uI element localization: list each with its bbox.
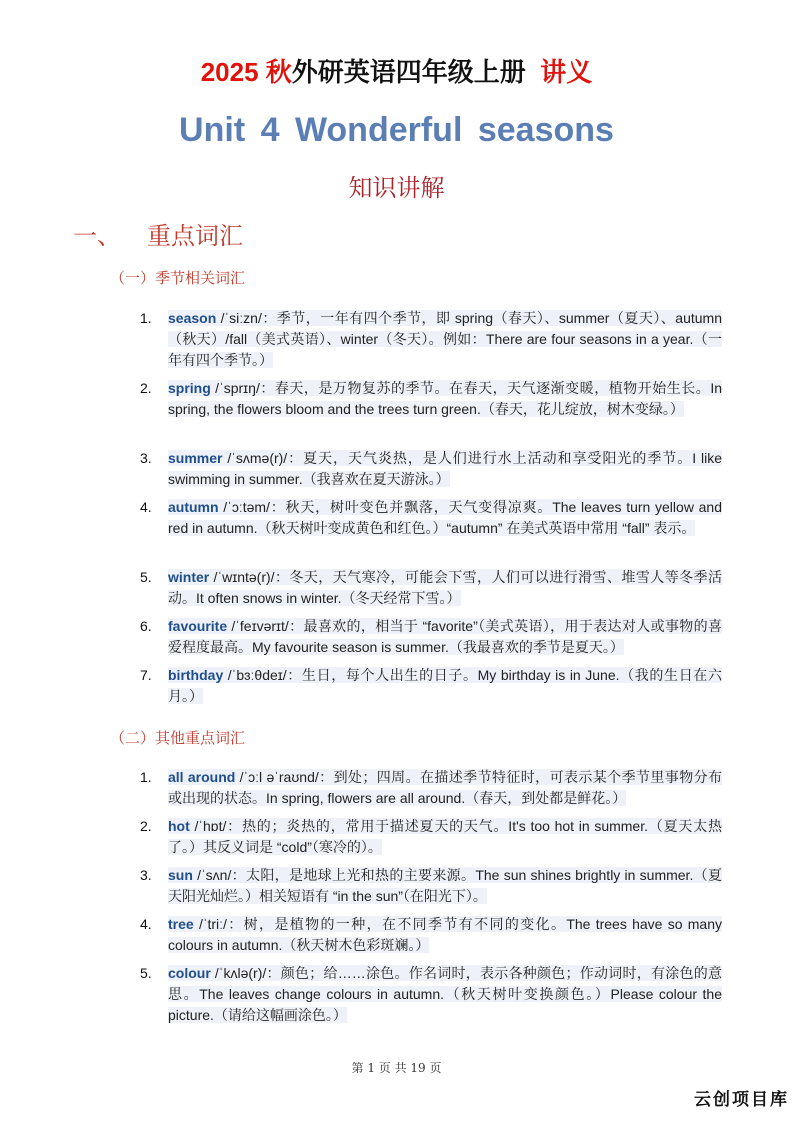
vocab-definition: /ˈfeɪvərɪt/：最喜欢的，相当于 “favorite”（美式英语），用于表达对人或事物的喜爱程度最高。My favourite season is summer.（我最喜欢的季节是夏天。） [168,618,722,655]
vocab-word: summer [168,450,223,466]
vocab-definition: /ˈtriː/：树，是植物的一种，在不同季节有不同的变化。The trees have so many colours in autumn.（秋天树木色彩斑斓。） [168,916,722,953]
vocab-word: all around [168,769,236,785]
group1-list [140,308,722,707]
list-item: 5. colour /ˈkʌlə(r)/：颜色；给……涂色。作名词时，表示各种颜色；作动词时，有涂色的意思。The leaves change colours in autumn.（秋天树叶变换颜色。）Please colour the picture.（请给这幅画涂色。） [140,965,722,1023]
vocab-definition: /ˈɔːl əˈraʊnd/：到处；四周。在描述季节特征时，可表示某个季节里事物分布或出现的状态。In spring, flowers are all around.（春天，到处都是鲜花。） [168,769,722,806]
list-item: 1. season /ˈsiːzn/：季节，一年有四个季节，即 spring（春天）、summer（夏天）、autumn（秋天）/fall（美式英语）、winter（冬天）。例如：There are four seasons in a year.（一年有四个季节。） [140,310,722,368]
section-heading [73,220,243,252]
list-item: 4. tree /ˈtriː/：树，是植物的一种，在不同季节有不同的变化。The trees have so many colours in autumn.（秋天树木色彩斑斓。） [140,916,722,953]
document-title [0,54,793,90]
title-textbook: 外研英语四年级上册 [291,57,526,87]
vocab-word: winter [168,569,210,585]
vocab-word: sun [168,867,193,883]
list-item: 7. birthday /ˈbɜːθdeɪ/：生日，每个人出生的日子。My birthday is in June.（我的生日在六月。） [140,667,722,704]
list-item: 2. spring /ˈsprɪŋ/：春天，是万物复苏的季节。在春天，天气逐渐变暖，植物开始生长。In spring, the flowers bloom and the trees turn green.（春天，花儿绽放，树木变绿。） [140,380,722,417]
title-year-season: 2025 秋 [200,57,292,87]
list-item: 4. autumn /ˈɔːtəm/：秋天，树叶变色并飘落，天气变得凉爽。The leaves turn yellow and red in autumn.（秋天树叶变成黄色和红色。）“autumn” 在美式英语中常用 “fall” 表示。 [140,499,722,536]
unit-title: Unit 4 Wonderful seasons [179,111,614,149]
list-item: 3. sun /ˈsʌn/：太阳，是地球上光和热的主要来源。The sun shines brightly in summer.（夏天阳光灿烂。）相关短语有 “in the sun”（在阳光下）。 [140,867,722,904]
page-number: 第 1 页 共 19 页 [351,1061,442,1075]
vocab-definition: /ˈsprɪŋ/：春天，是万物复苏的季节。在春天，天气逐渐变暖，植物开始生长。In spring, the flowers bloom and the trees turn green.（春天，花儿绽放，树木变绿。） [168,380,722,417]
list-item: 3. summer /ˈsʌmə(r)/：夏天，天气炎热，是人们进行水上活动和享受阳光的季节。I like swimming in summer.（我喜欢在夏天游泳。） [140,450,722,487]
vocab-word: birthday [168,667,224,683]
vocab-word: autumn [168,499,219,515]
vocab-word: hot [168,818,190,834]
title-handout: 讲义 [540,57,593,87]
vocab-word: favourite [168,618,228,634]
vocab-definition: /ˈkʌlə(r)/：颜色；给……涂色。作名词时，表示各种颜色；作动词时，有涂色的意思。The leaves change colours in autumn.（秋天树叶变换颜色。）Please colour the picture.（请给这幅画涂色。） [168,965,722,1023]
group1-heading: （一）季节相关词汇 [110,270,246,287]
vocab-definition: /ˈsʌmə(r)/：夏天，天气炎热，是人们进行水上活动和享受阳光的季节。I like swimming in summer.（我喜欢在夏天游泳。） [168,450,722,487]
vocab-definition: /ˈhɒt/：热的；炎热的，常用于描述夏天的天气。It's too hot in summer.（夏天太热了。）其反义词是 “cold”（寒冷的）。 [168,818,722,855]
section-number: 一、 [73,222,121,250]
vocab-word: spring [168,380,211,396]
list-item: 5. winter /ˈwɪntə(r)/：冬天，天气寒冷，可能会下雪，人们可以进行滑雪、堆雪人等冬季活动。It often snows in winter.（冬天经常下雪。） [140,569,722,606]
vocab-word: tree [168,916,194,932]
vocab-definition: /ˈɔːtəm/：秋天，树叶变色并飘落，天气变得凉爽。The leaves turn yellow and red in autumn.（秋天树叶变成黄色和红色。）“autumn” 在美式英语中常用 “fall” 表示。 [168,499,722,536]
vocab-definition: /ˈbɜːθdeɪ/：生日，每个人出生的日子。My birthday is in June.（我的生日在六月。） [168,667,722,704]
list-item: 1. all around /ˈɔːl əˈraʊnd/：到处；四周。在描述季节特征时，可表示某个季节里事物分布或出现的状态。In spring, flowers are all around.（春天，到处都是鲜花。） [140,769,722,806]
watermark-text: 云创项目库 [694,1090,789,1110]
subtitle: 知识讲解 [348,174,445,202]
list-item: 2. hot /ˈhɒt/：热的；炎热的，常用于描述夏天的天气。It's too hot in summer.（夏天太热了。）其反义词是 “cold”（寒冷的）。 [140,818,722,855]
section-title: 重点词汇 [147,222,243,250]
vocab-definition: /ˈsiːzn/：季节，一年有四个季节，即 spring（春天）、summer（夏天）、autumn（秋天）/fall（美式英语）、winter（冬天）。例如：There are four seasons in a year.（一年有四个季节。） [168,310,722,368]
vocab-definition: /ˈwɪntə(r)/：冬天，天气寒冷，可能会下雪，人们可以进行滑雪、堆雪人等冬季活动。It often snows in winter.（冬天经常下雪。） [168,569,722,606]
vocab-definition: /ˈsʌn/：太阳，是地球上光和热的主要来源。The sun shines brightly in summer.（夏天阳光灿烂。）相关短语有 “in the sun”（在阳光下）。 [168,867,722,904]
group2-list [140,767,722,1026]
list-item: 6. favourite /ˈfeɪvərɪt/：最喜欢的，相当于 “favorite”（美式英语），用于表达对人或事物的喜爱程度最高。My favourite season is summer.（我最喜欢的季节是夏天。） [140,618,722,655]
vocab-word: season [168,310,217,326]
vocab-word: colour [168,965,211,981]
group2-heading: （二）其他重点词汇 [110,730,246,747]
